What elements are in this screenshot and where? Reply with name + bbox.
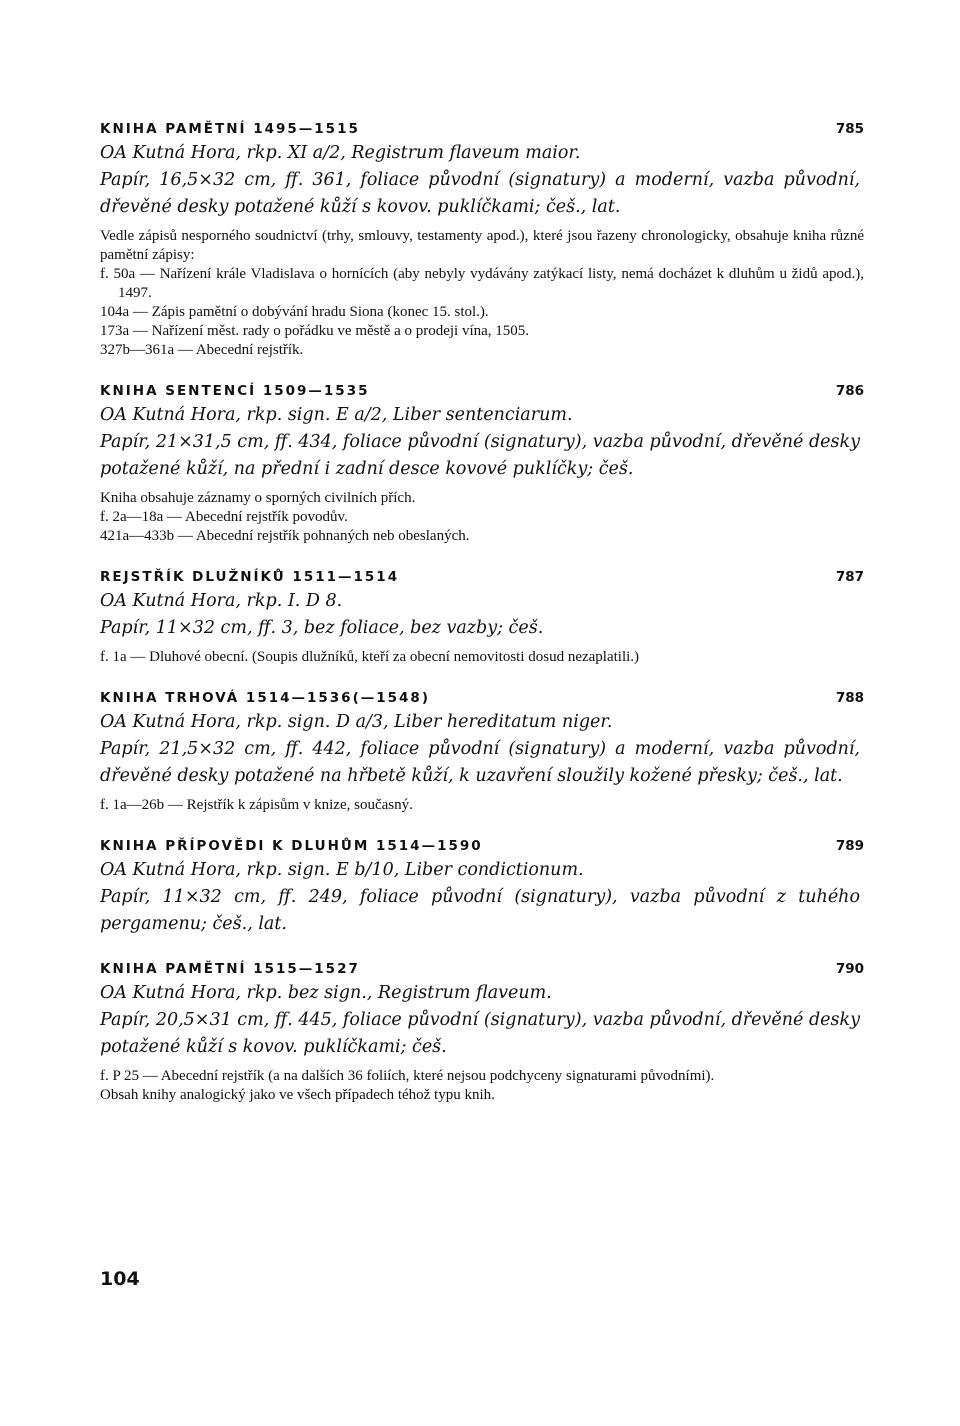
entry-785	[100, 118, 864, 360]
entry-note: f. 1a — Dluhové obecní. (Soupis dlužníků, kteří za obecní nemovitosti dosud nezaplatili.)	[100, 649, 640, 665]
entry-heading	[100, 380, 864, 402]
entry-title: KNIHA SENTENCÍ 1509—1535	[100, 383, 370, 399]
entry-note: 421a—433b — Abecední rejstřík pohnaných neb obeslaných.	[100, 528, 470, 544]
entry-source: OA Kutná Hora, rkp. XI a/2, Registrum flaveum maior.	[100, 143, 581, 163]
entry-786	[100, 380, 864, 546]
entry-note: f. 50a — Nařízení krále Vladislava o hornících (aby nebyly vydávány zatýkací listy, nemá docházet k dluhům u židů apod.), 1497.	[100, 266, 864, 301]
entry-physical-description: Papír, 11×32 cm, ff. 3, bez foliace, bez vazby; češ.	[100, 618, 544, 638]
entry-title: KNIHA PŘÍPOVĚDI K DLUHŮM 1514—1590	[100, 838, 483, 854]
entry-number: 787	[835, 569, 864, 585]
page-number: 104	[100, 1268, 140, 1290]
entry-source: OA Kutná Hora, rkp. sign. D a/3, Liber hereditatum niger.	[100, 712, 613, 732]
entry-heading	[100, 835, 864, 857]
entry-note: f. P 25 — Abecední rejstřík (a na dalších 36 foliích, které nejsou podchyceny signaturami původními).	[100, 1068, 715, 1084]
entry-number: 785	[835, 121, 864, 137]
entry-number: 788	[835, 690, 864, 706]
entry-physical-description: Papír, 20,5×31 cm, ff. 445, foliace původní (signatury), vazba původní, dřevěné desky potažené kůží s kovov. puklíčkami; češ.	[100, 1010, 860, 1057]
page-body	[100, 118, 864, 1105]
entry-physical-description: Papír, 11×32 cm, ff. 249, foliace původní (signatury), vazba původní z tuhého pergamenu; češ., lat.	[100, 887, 860, 934]
entry-heading	[100, 118, 864, 140]
entry-source: OA Kutná Hora, rkp. bez sign., Registrum flaveum.	[100, 983, 552, 1003]
entry-physical-description: Papír, 16,5×32 cm, ff. 361, foliace původní (signatury) a moderní, vazba původní, dřevěné desky potažené kůží s kovov. puklíčkami; češ., lat.	[100, 170, 860, 217]
entry-heading	[100, 687, 864, 709]
entry-note: 327b—361a — Abecední rejstřík.	[100, 342, 304, 358]
entry-789	[100, 835, 864, 938]
entry-note: f. 1a—26b — Rejstřík k zápisům v knize, současný.	[100, 797, 413, 813]
entry-790	[100, 958, 864, 1105]
entry-physical-description: Papír, 21×31,5 cm, ff. 434, foliace původní (signatury), vazba původní, dřevěné desky potažené kůží, na přední i zadní desce kovové puklíčky; češ.	[100, 432, 860, 479]
entry-source: OA Kutná Hora, rkp. I. D 8.	[100, 591, 343, 611]
entry-physical-description: Papír, 21,5×32 cm, ff. 442, foliace původní (signatury) a moderní, vazba původní, dřevěné desky potažené na hřbetě kůží, k uzavření sloužily kožené přesky; češ., lat.	[100, 739, 860, 786]
entry-number: 786	[835, 383, 864, 399]
entry-note: 104a — Zápis pamětní o dobývání hradu Siona (konec 15. stol.).	[100, 304, 489, 320]
entry-787	[100, 566, 864, 667]
entry-note: Kniha obsahuje záznamy o sporných civilních přích.	[100, 490, 416, 506]
entry-note: Obsah knihy analogický jako ve všech případech téhož typu knih.	[100, 1087, 495, 1103]
entry-note: 173a — Nařízení měst. rady o pořádku ve městě a o prodeji vína, 1505.	[100, 323, 530, 339]
entry-source: OA Kutná Hora, rkp. sign. E a/2, Liber sentenciarum.	[100, 405, 573, 425]
entry-heading	[100, 566, 864, 588]
entry-title: KNIHA PAMĚTNÍ 1515—1527	[100, 961, 360, 977]
entry-number: 789	[835, 838, 864, 854]
entry-title: KNIHA TRHOVÁ 1514—1536(—1548)	[100, 690, 430, 706]
entry-title: KNIHA PAMĚTNÍ 1495—1515	[100, 121, 360, 137]
entry-number: 790	[835, 961, 864, 977]
entry-note: Vedle zápisů nesporného soudnictví (trhy, smlouvy, testamenty apod.), které jsou řazeny chronologicky, obsahuje kniha různé pamětní zápisy:	[100, 228, 864, 263]
entry-title: REJSTŘÍK DLUŽNÍKŮ 1511—1514	[100, 569, 400, 585]
entry-788	[100, 687, 864, 815]
entry-heading	[100, 958, 864, 980]
entry-source: OA Kutná Hora, rkp. sign. E b/10, Liber condictionum.	[100, 860, 584, 880]
entry-note: f. 2a—18a — Abecední rejstřík povodův.	[100, 509, 348, 525]
